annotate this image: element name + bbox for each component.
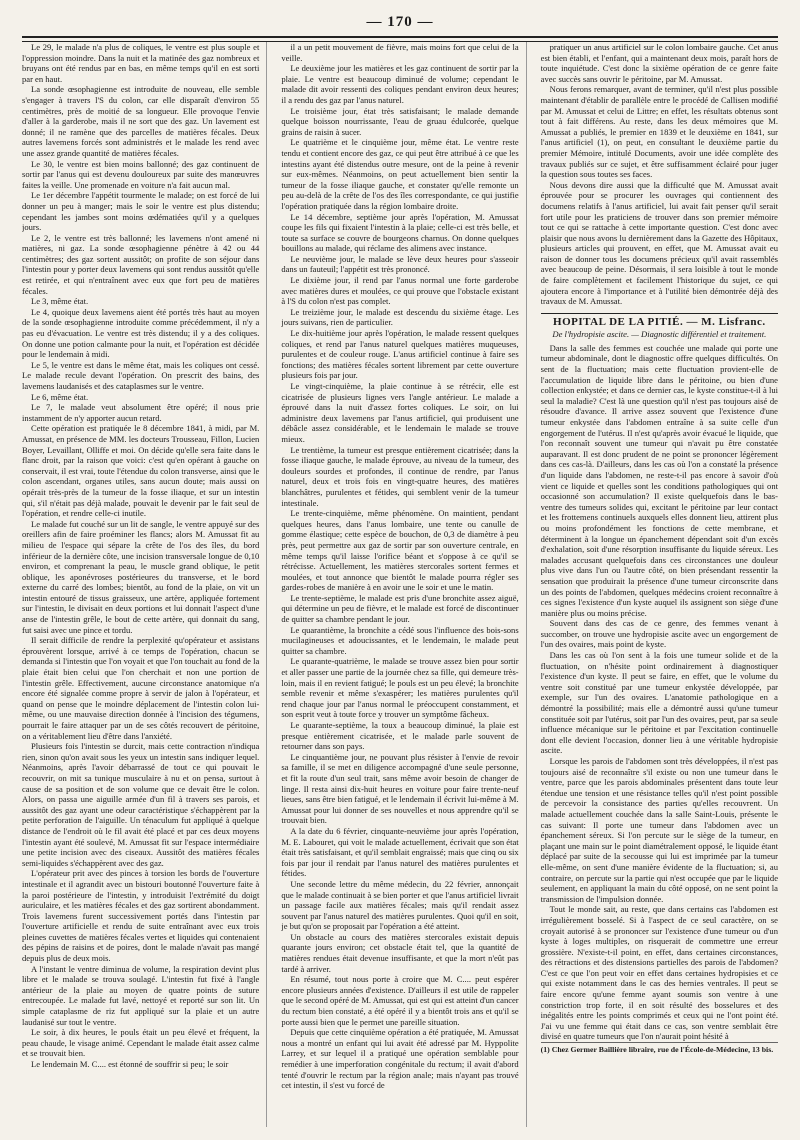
section-subtitle: De l'hydropisie ascite. — Diagnostic différentiel et traitement. bbox=[552, 329, 767, 340]
page-number: — 170 — bbox=[366, 14, 434, 30]
paragraph: L'opérateur prit avec des pinces à torsion les bords de l'ouverture intestinale et il agrandit avec un bistouri boutonné l'ouverture faite à la paroi postérieure de l'intestin, y introduisit l'extrémité du doigt auriculaire, et les matières fécales et des gaz sortirent abondamment. Trois lavemens furent successivement portés dans l'intestin par l'ouverture artificielle et rendu de suite entraînant avec eux trois pleines cuvettes de matières fécales vertes et liquides qui contenaient des pépins de raisins et de poires, dont le malade n'avait pas mangé depuis plus de deux mois. bbox=[22, 868, 260, 964]
paragraph: Le quarante-quatrième, le malade se trouve assez bien pour sortir et aller passer une partie de la journée chez sa fille, qui demeure très-loin, mais il en revient fatigué; le pouls est un peu élevé; la bronchite semble revenir et même s'exaspérer; les matières purulentes qu'il rend chaque jour par l'anus normal le préoccupent constamment, et son esprit veut à toute force y trouver un symptôme fâcheux. bbox=[281, 656, 519, 720]
paragraph: Le trentième, la tumeur est presque entièrement cicatrisée; dans la fosse iliaque gauche, le malade éprouve, au niveau de la tumeur, des douleurs sourdes et profondes, il continue de rendre, par l'anus naturel, deux et trois fois en vingt-quatre heures, des matières blanchâtres, purulentes et fétides, qui semblent venir de la tumeur intestinale. bbox=[281, 444, 519, 508]
paragraph: Le soir, à dix heures, le pouls était un peu élevé et fréquent, la peau chaude, le visage animé. Cependant le malade était assez calme et se trouvait bien. bbox=[22, 1027, 260, 1059]
paragraph: Le quarante-septième, la toux a beaucoup diminué, la plaie est presque entièrement cicatrisée, et le malade parle souvent de retourner dans son pays. bbox=[281, 720, 519, 752]
paragraph: Un obstacle au cours des matières stercorales existait depuis quarante jours environ; cet obstacle était tel, que la quantité de matières rendues était devenue insuffisante, et que la mort n'eût pas tardé à arriver. bbox=[281, 931, 519, 974]
paragraph: il a un petit mouvement de fièvre, mais moins fort que celui de la veille. bbox=[281, 42, 519, 63]
paragraph: Le neuvième jour, le malade se lève deux heures pour s'asseoir dans un fauteuil; l'appétit est très prononcé. bbox=[281, 253, 519, 275]
paragraph: Le dix-huitième jour après l'opération, le malade ressent quelques coliques, et rend par l'anus naturel quelques matières muqueuses, purulentes et de couleur rouge. L'anus artificiel continue à faire ses fonctions; des matières fécales sortent librement par cette ouverture plusieurs fois par jour. bbox=[281, 328, 519, 381]
footnote: (1) Chez Germer Baillière libraire, rue de l'École-de-Médecine, 13 bis. bbox=[541, 1042, 778, 1056]
paragraph: Nous devons dire aussi que la difficulté que M. Amussat avait éprouvée pour se procurer les ouvrages qui contiennent des documens relatifs à l'anus artificiel, lui avait fait penser qu'il serait fort utile pour les praticiens de trouver dans son premier mémoire tout ce qui se rattache à cette importante question. C'est donc avec plaisir que nous avons lu dernièrement dans la Gazette des Hôpitaux, plusieurs articles qui prouvent, en effet, que M. Amussat avait eu raison de donner tous les documens précieux qu'il avait rassemblés avec beaucoup de peine. Désormais, il sera loisible à tout le monde de faire complètement et facilement l'historique du sujet, ce qui ajoutera encore à l'importance et à l'utilité bien démontrée déjà des travaux de M. Amussat. bbox=[540, 179, 778, 307]
paragraph: Nous ferons remarquer, avant de terminer, qu'il n'est plus possible maintenant d'établir de parallèle entre le procédé de Callisen modifié par M. Amussat et celui de Littre; en effet, les résultats obtenus sont tout à fait différens. Au reste, dans les deux mémoires que M. Amussat a publiés, le premier en 1839 et le deuxième en 1841, sur l'anus artificiel (1), on peut, en consultant le deuxième partie du premier Mémoire, intitulé Documents, avoir une idée complète des travaux publiés sur ce sujet, et être suffisamment éclairé pour juger la question sous toutes ses faces. bbox=[540, 84, 778, 180]
paragraph: Dans la salle des femmes est couchée une malade qui porte une tumeur abdominale, dont le diagnostic offre quelques difficultés. On sent de la fluctuation; mais cette fluctuation provient-elle de l'accumulation de liquide libre dans le péritoine, ou bien d'une collection enkystée; et dans ce dernier cas, le kyste constitue-t-il à lui seul la maladie? C'est là une question qu'il n'est pas toujours aisé de résoudre d'avance. Il arrive assez souvent que l'existence d'une tumeur enkystée dans l'abdomen entraîne à sa suite celle d'un engorgement de l'utérus. Il n'est qu'après avoir évacué le liquide, que l'on reconnaît souvent une tumeur qui n'avait pu être constatée auparavant. Il est donc prudent de ne point se prononcer légèrement dans ces cas-là. D'ailleurs, dans les cas où l'on a constaté la présence d'un liquide dans l'abdomen, ne reste-t-il pas encore à savoir d'où vient ce liquide et quelles sont les conditions pathologiques qui ont occasionné son accumulation? Il existe quelquefois dans le bas-ventre des tumeurs solides qui, excitant le péritoine par leur contact et les frottemens continuels auxquels elles donnent lieu, attirent plus ou moins profondément les fonctions de cette membrane, et déterminent à la longue un épanchement dépendant soit d'un excès d'exhalation, soit d'une résorption insuffisante du liquide séreux. Les malades accusant quelquefois dans ces circonstances une douleur plus vive dans l'un ou l'autre côté, on bien présendant ressentir la sensation que produirait la présence d'une tumeur circonscrite dans un des points de l'abdomen, quelques médecins croient reconnaître à ces signes l'existence d'un kyste auquel ils assignent son siège d'une manière plus ou moins précise. bbox=[540, 342, 778, 618]
paragraph: Le trente-cinquième, même phénomène. On maintient, pendant quelques heures, dans l'anus lombaire, une tente ou canulle de gomme élastique; cette espèce de bouchon, de 0,3 de diamètre à peu près, peut permettre aux gaz de sortir par son ouverture centrale, en même temps qu'il laisse l'orifice béant et s'oppose à ce qu'il se rétrécisse. Actuellement, les matières stercorales sortent fermes et moulées, et tout annonce que bientôt le malade pourra régler ses gardes-robes de manière à en avoir une le soir et une le matin. bbox=[281, 508, 519, 593]
paragraph: Le treizième jour, le malade est descendu du sixième étage. Les jours suivans, rien de particulier. bbox=[281, 306, 519, 328]
paragraph: Le 6, même état. bbox=[31, 391, 89, 402]
page-header bbox=[22, 8, 778, 42]
paragraph: Cette opération est pratiquée le 8 décembre 1841, à midi, par M. Amussat, en présence de MM. les docteurs Trousseau, Fillon, Lucien Boyer, Levaillant, Olliffe et moi. On décide qu'elle sera faite dans le flanc droit, par la raison que voici: c'est qu'en opérant à gauche on conservait, il est vrai, toute l'étendue du colon transverse, ainsi que le colon ascendant, organes utiles, sans aucun doute; mais aussi on opérait très-près de la tumeur de la fosse iliaque, et sur un intestin qui, s'il n'était pas déjà malade, pouvait le devenir par le fait seul de l'opération, et rendre celle-ci inutile. bbox=[22, 423, 260, 519]
paragraph: Le 3, même état. bbox=[31, 296, 89, 307]
paragraph: Le 2, le ventre est très ballonné; les lavemens n'ont amené ni matières, ni gaz. La sonde œsophagienne pénètre à 42 ou 44 centimètres; des gaz sortent aussitôt; on profite de son séjour dans l'intestin pour y porter deux lavemens qui sont rendus aussitôt qu'elle est retirée, et qui n'entraînent avec eux que fort peu de matières fécales. bbox=[22, 232, 260, 296]
section-heading: HOPITAL DE LA PITIÉ. — M. Lisfranc. bbox=[541, 313, 778, 328]
paragraph: A la date du 6 février, cinquante-neuvième jour après l'opération, M. E. Labouret, qui voit le malade actuellement, écrivait que son état était très satisfaisant, et qu'il semblait engraissé; mais que cinq ou six fois par jour il rendait par l'anus naturel des matières purulentes et fétides. bbox=[281, 825, 519, 879]
paragraph: Le trente-septième, le malade est pris d'une bronchite assez aiguë, qui détermine un peu de fièvre, et le malade est forcé de discontinuer de quitter sa chambre pendant le jour. bbox=[281, 592, 519, 625]
paragraph: pratiquer un anus artificiel sur le colon lombaire gauche. Cet anus est bien établi, et l'enfant, qui a maintenant deux mois, paraît hors de toute inquiétude. C'est donc la sixième opération de ce genre faite avec succès sans ouvrir le péritoine, par M. Amussat. bbox=[540, 42, 778, 84]
paragraph: En résumé, tout nous porte à croire que M. C.... peut espérer encore plusieurs années d'existence. D'ailleurs il est utile de rappeler que le second opéré de M. Amussat, qui est qui est atteint d'un cancer du rectum bien constaté, a été opéré il y a bientôt trois ans et qu'il se porte aussi bien que le permet une pareille situation. bbox=[281, 974, 519, 1027]
paragraph: Le vingt-cinquième, la plaie continue à se rétrécir, elle est cicatrisée de plusieurs lignes vers l'angle antérieur. Le malade a éprouvé dans la nuit d'assez fortes coliques. Le soir, on lui administre deux lavemens par l'anus artificiel, qui produisent une débâcle assez considérable, et le lendemain le malade se trouve mieux. bbox=[281, 381, 519, 444]
paragraph: Plusieurs fois l'intestin se durcit, mais cette contraction n'indiqua rien, sinon qu'on avait sous les yeux un intestin sans indiquer lequel. Néanmoins, après l'avoir débarrassé de tout ce qui pouvait le recouvrir, on mit sa tunique musculaire à nu et on pensa, surtout à cause de sa position et de son volume que ce devait être le colon. Alors, on passa une aiguille armée d'un fil à travers ses parois, et aussitôt des gaz ayant une odeur caractéristique s'échappèrent par la petite perforation de l'aiguille. Un ténaculum fut appliqué à quelque distance de l'endroit où le fil avait été placé et par ces deux moyens l'intestin ayant été soulevé, M. Amussat fit sur l'espace intermédiaire une petite incision avec des ciseaux. Aussitôt des matières fécales semi-liquides s'échappèrent avec des gaz. bbox=[22, 741, 260, 868]
header-rule bbox=[22, 36, 778, 42]
paragraph: Le quatrième et le cinquième jour, même état. Le ventre reste tendu et contient encore des gaz, ce qui peut être attribué à ce que les intestins ayant été distendus outre mesure, ont de la peine à revenir sur eux-mêmes. Néanmoins, on peut actuellement bien sentir la tumeur de la fosse iliaque gauche, et constater qu'elle remonte un peu au-delà de la crête de l'os des îles correspondante, ce qui justifie l'opération pratiquée dans la région lombaire droite. bbox=[281, 137, 519, 211]
paragraph: Depuis que cette cinquième opération a été pratiquée, M. Amussat nous a montré un enfant qui lui avait été adressé par M. Hyppolite Larrey, et sur lequel il a pratiqué une opération semblable pour remédier à une imperforation congénitale du rectum; il avait d'abord tenté d'ouvrir le rectum par la région anale; mais n'ayant pas trouvé cet intestin, il s'est vu forcé de bbox=[281, 1027, 519, 1091]
paragraph: La sonde œsophagienne est introduite de nouveau, elle semble s'engager à travers l'S du colon, car elle disparaît d'environ 55 centimètres, près de moitié de sa longueur. Elle provoque l'envie d'aller à la garderobe, mais il ne sort que des gaz. Un lavement est donné; il ne ramène que des parcelles de matières fécales. Deux autres lavemens forcés sont administrés et le malade les rend avec une assez grande quantité de matières fécales. bbox=[22, 84, 260, 158]
column-2 bbox=[281, 42, 526, 1127]
paragraph: Lorsque les parois de l'abdomen sont très développées, il n'est pas toujours aisé de reconnaître s'il existe ou non une tumeur dans le ventre, parce que les parois abdominales présentent dans toute leur étendue une tension et une résistance telles qu'il n'est point possible de percevoir la consistance des parties qu'elles recouvrent. Un malade actuellement couchée dans la salle Saint-Louis, présente le cas suivant: Il porte une tumeur dans l'abdomen avec un épanchement séreux. Si l'on percute sur le siège de la tumeur, en plaçant une main sur le point diamétralement opposé, le liquide étant déplacé par suite de la secousse qui lui est imprimée par la tumeur elle-même, on sent d'une manière évidente de la fluctuation; si, au contraire, on percute sur la partie qui n'est occupée que par le liquide seulement, en appliquant la main du côté opposé, on ne sent point la transmission de l'impulsion donnée. bbox=[540, 756, 778, 904]
paragraph: Le malade fut couché sur un lit de sangle, le ventre appuyé sur des oreillers afin de faire proéminer les flancs; alors M. Amussat fit au milieu de l'espace qui sépare la crête de l'os des îles, du bord inférieur de la dernière côte, une incision transversale longue de 0,10 environ, et comprenant la peau, le muscle grand oblique, le petit oblique, les aponévroses postérieures du transverse, et le bord externe du carré des lombes; bientôt, au fond de la plaie, on vit un intestin entouré de tissus graisseux, une artère, appliquée fortement sur l'intestin, le divisait en deux portions et lui donnait l'aspect d'une anse de l'intestin grêle, le bout de cette artère, qui donnait du sang, fut saisi avec une pince et tordu. bbox=[22, 518, 260, 635]
paragraph: Le 30, le ventre est bien moins ballonné; des gaz continuent de sortir par l'anus qui est devenu douloureux par suite des manœuvres faites la veille. Une promenade en voiture n'a fait aucun mal. bbox=[22, 158, 260, 190]
paragraph: Le 4, quoique deux lavemens aient été portés très haut au moyen de la sonde œsophagienne introduite comme précédemment, il n'y a pas eu d'évacuation. Le ventre est très distendu; il y a des coliques. On donne une potion calmante pour la nuit, et l'opération est décidée pour le lendemain à midi. bbox=[22, 306, 260, 360]
column-3 bbox=[541, 42, 778, 1127]
paragraph: Le 7, le malade veut absolument être opéré; il nous prie instamment de n'y apporter aucun retard. bbox=[22, 402, 260, 423]
paragraph: Dans les cas où l'on sent à la fois une tumeur solide et de la fluctuation, on n'hésite point ordinairement à diagnostiquer l'existence d'un kyste. Il peut se faire, en effet, que le volume du ventre soit constitué par une tumeur enkystée développée, par exemple, sur l'un des ovaires. L'anatomie pathologique en a démontré la possibilité; mais elle a démontré aussi qu'une tumeur constituée soit par l'utérus, soit par l'un des ovaires, peut, par sa seule influence mécanique sur le péritoine et par l'excitation continuelle dont elle devient l'occasion, donner lieu à une véritable hydropisie ascite. bbox=[540, 650, 778, 756]
columns bbox=[22, 42, 778, 1127]
paragraph: Le troisième jour, état très satisfaisant; le malade demande quelque boisson nourrissante, l'eau de gruau édulcorée, quelque grains de raisin à sucer. bbox=[281, 105, 519, 137]
paragraph: Le quarantième, la bronchite a cédé sous l'influence des bois-sons mucilagineuses et adoucissantes, et le lendemain, le malade peut quitter sa chambre. bbox=[281, 624, 519, 656]
paragraph: Tout le monde sait, au reste, que dans certains cas l'abdomen est irrégulièrement bosselé. Si à l'aspect de ce seul caractère, on se croyait autorisé à se prononcer sur l'existence d'une tumeur ou d'un kyste à loges multiples, on risquerait de commettre une erreur grossière. N'existe-t-il point, en effet, dans certaines circonstances, des rétractions et des distensions partielles des parois de l'abdomen? C'est ce que l'on peut voir en effet dans certaines hydropisies et ce qui existe notamment dans le cas des hernies ventrales. Il peut se faire encore qu'une femme ayant soumis son ventre à une constriction trop forte, il en soit résulté des bosselures et des inégalités entre les points comprimés et ceux qui ne l'ont point été. J'ai vu une femme qui était dans ce cas, son ventre semblait être divisé en quatre tumeurs que l'on n'aurait point hésité à bbox=[540, 904, 778, 1042]
paragraph: Le 1er décembre l'appétit tourmente le malade; on est forcé de lui donner un peu à manger; mais le soir le ventre est plus distendu; cependant les jambes sont moins œdématiées qu'il y a quelques jours. bbox=[22, 190, 260, 233]
paragraph: Le 14 décembre, septième jour après l'opération, M. Amussat coupe les fils qui fixaient l'intestin à la plaie; celle-ci est très belle, et toute sa surface se couvre de bourgeons charnus. On donne quelques bouillons au malade, qui réclame des alimens avec instance. bbox=[281, 211, 519, 254]
paragraph: Le cinquantième jour, ne pouvant plus résister à l'envie de revoir sa famille, il se met en diligence accompagné d'une seule personne, et fit la route d'un seul trait, sans même avoir besoin de changer de linge. Il resta ainsi dix-huit heures en voiture pour faire trente-neuf lieues, sans être bien fatigué, et le lendemain il écrivit lui-même à M. Amussat pour lui donner de ses nouvelles et nous apprendre qu'il se trouvait bien. bbox=[281, 751, 519, 826]
paragraph: Le dixième jour, il rend par l'anus normal une forte garderobe avec matières dures et moulées, ce qui prouve que l'obstacle existant à l'S du colon n'est pas complet. bbox=[281, 275, 519, 307]
paragraph: Le lendemain M. C.... est étonné de souffrir si peu; le soir bbox=[31, 1059, 229, 1069]
paragraph: A l'instant le ventre diminua de volume, la respiration devint plus libre et le malade se trouva soulagé. L'intestin fut fixé à l'angle antérieur de la plaie au moyen de quatre points de suture entrecoupée. Le malade fut lavé, nettoyé et reporté sur son lit. Un simple cataplasme de riz fut appliqué sur la plaie et un autre laudanisé sur tout le ventre. bbox=[22, 963, 260, 1027]
paragraph: Le 29, le malade n'a plus de coliques, le ventre est plus souple et l'oppression moindre. Dans la nuit et la matinée des gaz nombreux et bruyans ont été rendus par en bas, en même temps qu'il en est sorti par en haut. bbox=[22, 42, 260, 84]
paragraph: Une seconde lettre du même médecin, du 22 février, annonçait que le malade continuait à se bien porter et que l'anus artificiel livrait un passage facile aux matières fécales; mais qu'il rendait assez souvent par l'anus naturel des matières purulentes. Quoi qu'il en soit, je but qu'on se proposait par l'opération a été atteint. bbox=[281, 878, 519, 932]
paragraph: Il serait difficile de rendre la perplexité qu'opérateur et assistans éprouvèrent lorsque, arrivé à ce temps de l'opération, chacun se demanda si l'intestin que l'on voyait et que l'on touchait au fond de la plaie était bien celui que l'on cherchait et non une portion de l'intestin grêle. Effectivement, aucune circonstance anatomique n'a encore été signalée comme propre à servir de jalon à l'opérateur, et quand on pense que le moindre déplacement de l'intestin colon lui-même, ou une mauvaise direction donnée à l'incision des tégumens, pourrait le faire attaquer par un de ses côtés recouvert de péritoine, on a véritablement lieu d'être dans l'anxiété. bbox=[22, 635, 260, 741]
paragraph: Souvent dans des cas de ce genre, des femmes venant à succomber, on trouve une hydropisie ascite avec un engorgement de l'un des ovaires, mais point de kyste. bbox=[540, 618, 778, 650]
paragraph: Le 5, le ventre est dans le même état, mais les coliques ont cessé. Le malade recule devant l'opération. On prescrit des bains, des lavemens laudanisés et des cataplasmes sur le ventre. bbox=[22, 359, 260, 391]
paragraph: Le deuxième jour les matières et les gaz continuent de sortir par la plaie. Le ventre est beaucoup diminué de volume; cependant le malade dit avoir ressenti des coliques pendant environ deux heures; il a rendu des gaz par l'anus naturel. bbox=[281, 63, 519, 105]
column-1 bbox=[22, 42, 267, 1127]
